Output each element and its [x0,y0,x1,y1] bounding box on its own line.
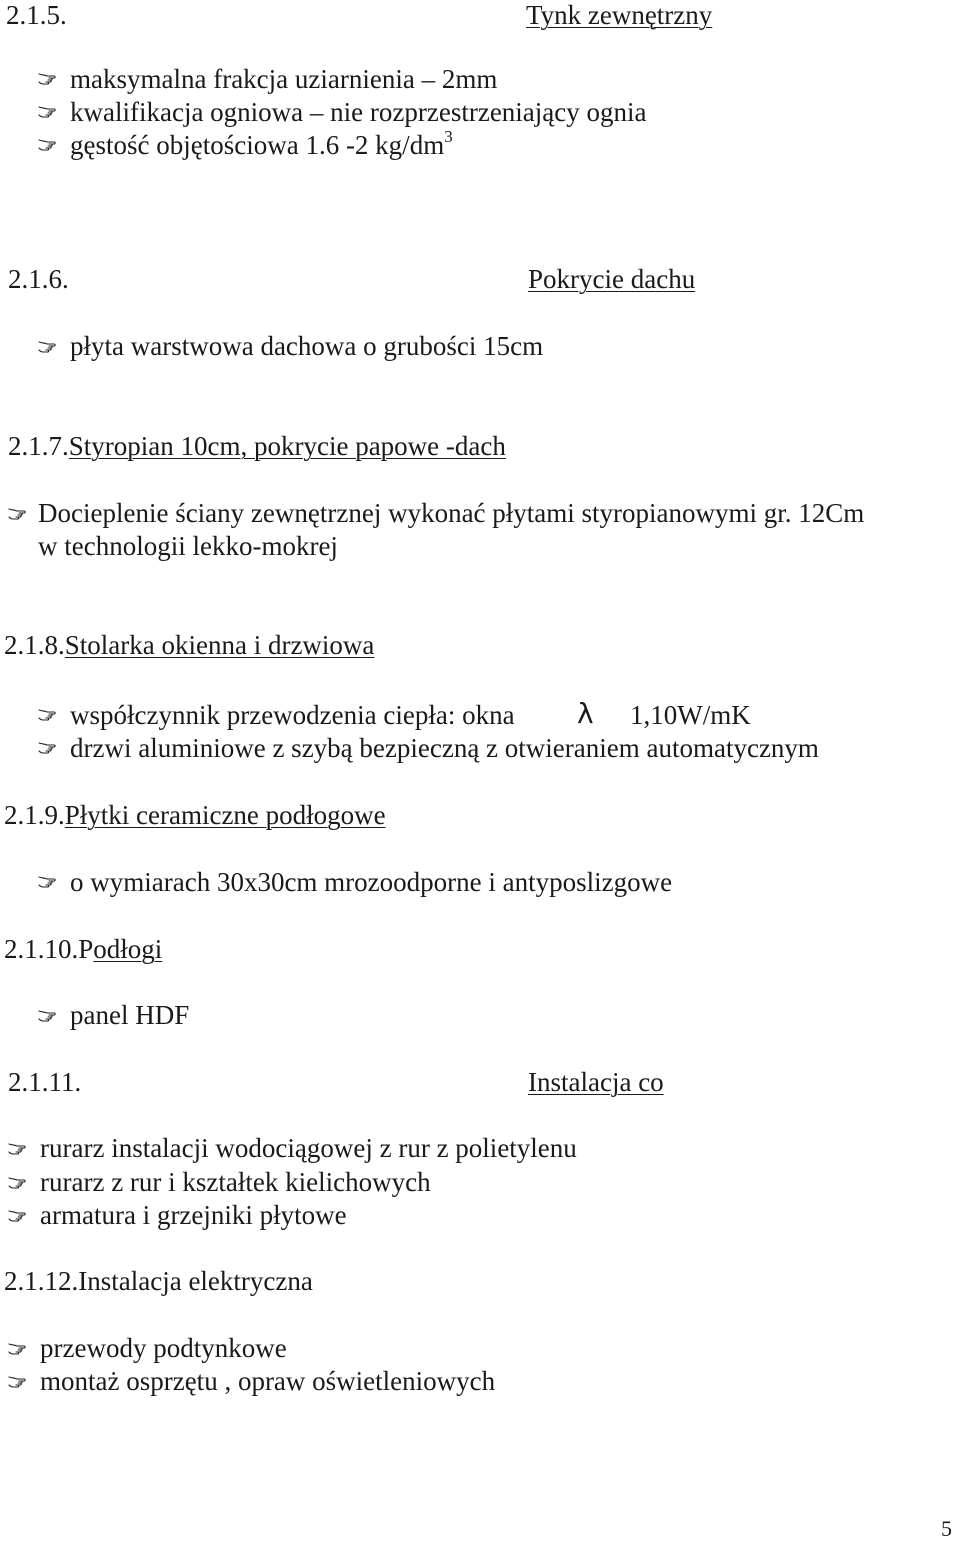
list-item-value: 1,10W/mK [630,700,751,730]
section-2-1-9-number: 2.1.9. [4,800,65,830]
section-2-1-8-number: 2.1.8. [4,630,65,660]
hand-pointing-icon [8,1341,26,1355]
list-item: płyta warstwowa dachowa o grubości 15cm [70,331,544,361]
section-2-1-10-number: 2.1.10.P [4,934,94,964]
section-2-1-11-number: 2.1.11. [8,1067,82,1097]
hand-pointing-icon [38,339,56,353]
list-item-text: gęstość objętościowa 1.6 -2 kg/dm [70,130,445,160]
hand-pointing-icon [38,104,56,118]
hand-pointing-icon [38,71,56,85]
section-2-1-10-heading [4,936,162,963]
section-2-1-7-heading [8,433,506,460]
section-2-1-8-heading [4,632,374,659]
list-item: rurarz instalacji wodociągowej z rur z polietylenu [40,1133,577,1163]
hand-pointing-icon [8,1175,26,1189]
list-item: rurarz z rur i kształtek kielichowych [40,1167,431,1197]
hand-pointing-icon [38,1008,56,1022]
list-item: maksymalna frakcja uziarnienia – 2mm [70,64,498,94]
list-item: o wymiarach 30x30cm mrozoodporne i antyposlizgowe [70,867,673,897]
lambda-symbol: λ [577,697,594,730]
hand-pointing-icon [38,874,56,888]
superscript: 3 [444,127,453,146]
list-item: współczynnik przewodzenia ciepła: okna [70,700,515,730]
section-2-1-12-title: Instalacja elektryczna [78,1266,313,1296]
list-item-continuation: w technologii lekko-mokrej [38,531,338,561]
section-2-1-12-number: 2.1.12. [4,1266,79,1296]
section-2-1-9-heading [4,802,386,829]
list-item: kwalifikacja ogniowa – nie rozprzestrzeniający ognia [70,97,647,127]
hand-pointing-icon [8,1374,26,1388]
hand-pointing-icon [38,740,56,754]
section-2-1-10-title: odłogi [93,934,163,964]
list-item: armatura i grzejniki płytowe [40,1200,347,1230]
list-item: montaż osprzętu , opraw oświetleniowych [40,1366,496,1396]
list-item: drzwi aluminiowe z szybą bezpieczną z otwieraniem automatycznym [70,733,819,763]
hand-pointing-icon [38,137,56,151]
section-2-1-9-title: Płytki ceramiczne podłogowe [64,800,386,830]
section-2-1-11-title: Instalacja co [528,1067,664,1097]
list-item: przewody podtynkowe [40,1333,287,1363]
section-2-1-5-number: 2.1.5. [6,0,67,30]
page-number: 5 [941,1516,952,1541]
hand-pointing-icon [8,506,26,520]
hand-pointing-icon [38,707,56,721]
hand-pointing-icon [8,1208,26,1222]
section-2-1-7-title: Styropian 10cm, pokrycie papowe -dach [68,431,506,461]
list-item: panel HDF [70,1000,190,1030]
list-item [70,127,453,160]
section-2-1-7-number: 2.1.7. [8,431,69,461]
section-2-1-6-title: Pokrycie dachu [528,264,696,294]
hand-pointing-icon [8,1141,26,1155]
list-item: Docieplenie ściany zewnętrznej wykonać płytami styropianowymi gr. 12Cm [38,498,865,528]
section-2-1-5-title: Tynk zewnętrzny [526,0,713,30]
section-2-1-12-heading [4,1268,313,1295]
section-2-1-8-title: Stolarka okienna i drzwiowa [64,630,375,660]
section-2-1-6-number: 2.1.6. [8,264,69,294]
